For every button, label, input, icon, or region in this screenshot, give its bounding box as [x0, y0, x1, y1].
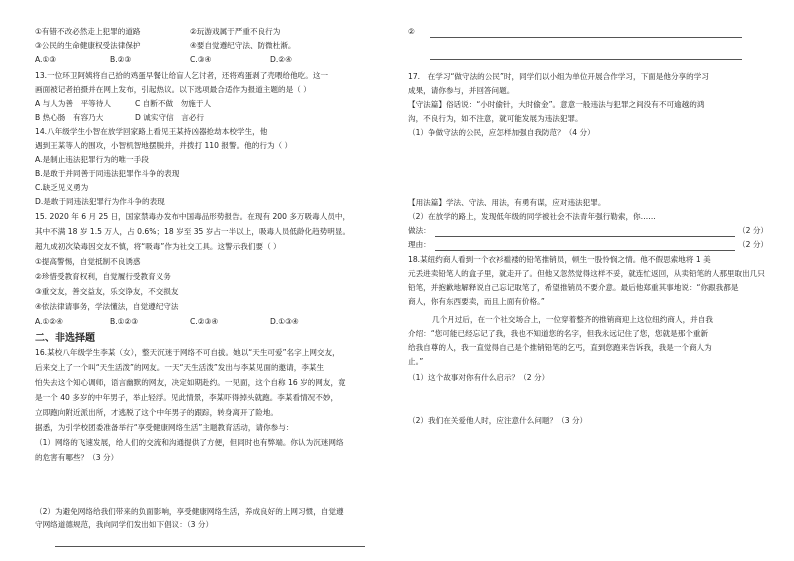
q15-item-4: ④依法律请事务，学法懂法，自觉遵纪守法 — [35, 302, 179, 311]
q14-option-a: A.是制止违法犯罪行为的唯一手段 — [35, 155, 149, 164]
q16-text-line-4: 是一个 40 多岁的中年男子，举止轻浮。见此情景，李某吓得掉头就跑。李某看情况不妙， — [35, 393, 339, 402]
q15-answer-c: C.②③④ — [190, 317, 219, 326]
q14-option-d: D.是敢于同违法犯罪行为作斗争的表现 — [35, 197, 165, 206]
q12-option-4: ④要自觉遵纪守法、防微杜渐。 — [190, 41, 296, 50]
q16-sub1-line-1: （1）网络的飞速发展，给人们的交流和沟通提供了方便，但同时也有弊端。你认为沉迷网络 — [35, 438, 344, 447]
q14-option-c: C.缺乏见义勇为 — [35, 183, 89, 192]
q13-option-d: D 诚实守信 言必行 — [135, 113, 205, 122]
q16-text-line-5: 立即跑向附近派出所，才逃脱了这个中年男子的跟踪，转身离开了险地。 — [35, 408, 278, 417]
q16-text-line-6: 据悉，为引学校团委准备举行“享受健康网络生活”主题教育活动，请你参与： — [35, 423, 294, 432]
q12-option-1: ①有错不改必然走上犯罪的道路 — [35, 27, 141, 36]
q18-para2-line-3: 给我自尊的人，我一直觉得自己是个推销铅笔的乞丐，直到您跑来告诉我，我是一个商人为 — [408, 343, 712, 352]
q15-stem-line-2: 其中不满 18 岁 1.5 万人，占 0.6%；18 岁至 35 岁占一半以上，吸毒人员低龄化趋势明显。 — [35, 227, 351, 236]
q16-text-line-1: 16.某校八年级学生李某（女），整天沉迷于网络不可自拔。她以“天生可爱”名字上网交友， — [35, 348, 340, 357]
reason-answer-line[interactable] — [435, 250, 735, 251]
q14-stem-line-2: 遇到王某等人的围攻，小智机智地摆脱并，并拨打 110 报警。他的行为（ ） — [35, 141, 293, 150]
q14-option-b: B.是敢于并同善于同违法犯罪作斗争的表现 — [35, 169, 180, 178]
q17-law-prevent-line-2: 沟，不良行为，如不注意，就可能发展为违法犯罪。 — [408, 114, 583, 123]
q18-para1-line-4: 商人，你有东西要卖，而且上面有价格。” — [408, 297, 545, 306]
q17-sub1: （1）争做守法的公民，应怎样加强自我防范？（4 分） — [408, 128, 595, 137]
top-item-number: ② — [408, 27, 415, 36]
q13-option-c: C 自断不做 勿施于人 — [135, 99, 212, 108]
q15-item-3: ③重交友，善交益友，乐交诤友，不交损友 — [35, 287, 179, 296]
top-answer-line[interactable] — [430, 37, 742, 38]
q16-sub2-line-2: 守网络道德规范，我向同学们发出如下倡议：（3 分） — [35, 520, 214, 529]
q16-sub1-line-2: 的危害有哪些？（3 分） — [35, 453, 119, 462]
q17-law-prevent-line-1: 【守法篇】俗话说：“小时偷针，大时偷金”。意意一般违法与犯罪之间没有不可逾越的鸿 — [408, 100, 705, 109]
q18-para2-line-2: 介绍：“您可能已经忘记了我，我也不知道您的名字，但我永远记住了您，您就是那个重新 — [408, 329, 709, 338]
q18-para2-line-1: 几个月过后，在一个社交场合上，一位穿着整齐的推销商迎上这位纽约商人，并自我 — [432, 315, 713, 324]
section-2-title: 二、非选择题 — [35, 333, 95, 344]
q16-text-line-2: 后来交上了一个叫“天生活泼”的网友。一天“天生活泼”发出与李某见面的邀请，李某生 — [35, 363, 325, 372]
practice-score: （2 分） — [738, 226, 769, 235]
q13-stem-line-2: 画面被记者拍摄并在网上发布，引起热议。以下选项最合适作为报道主题的是（ ） — [35, 85, 311, 94]
q12-answer-a: A.①③ — [35, 55, 57, 64]
q15-item-1: ①提高警惕，自觉抵制不良诱惑 — [35, 257, 141, 266]
q15-answer-a: A.①②④ — [35, 317, 63, 326]
q14-stem-line-1: 14.八年级学生小智在放学回家路上看见王某持凶器抢劫本校学生，他 — [35, 127, 268, 136]
q16-sub2-line-1: （2）为避免网络给我们带来的负面影响，享受健康网络生活，养成良好的上网习惯，自觉遵 — [35, 507, 344, 516]
q17-stem-line-2: 成果，请你参与，并回答问题。 — [408, 86, 515, 95]
q15-stem-line-1: 15. 2020 年 6 月 25 日，国家禁毒办发布中国毒品形势报告。在现有 200 多万吸毒人员中， — [35, 212, 351, 221]
q16-answer-line[interactable] — [55, 546, 365, 547]
reason-score: （2 分） — [738, 240, 769, 249]
top-answer-line-2[interactable] — [430, 59, 742, 60]
practice-answer-line[interactable] — [435, 236, 735, 237]
q15-item-2: ②珍惜受教育权利，自觉履行受教育义务 — [35, 272, 171, 281]
q15-answer-b: B.①②③ — [110, 317, 139, 326]
q17-law-use: 【用法篇】学法、守法、用法，有勇有谋，应对违法犯罪。 — [408, 198, 606, 207]
practice-label: 做法： — [408, 226, 431, 235]
q18-para1-line-1: 18.某纽约商人看到一个衣衫褴褛的铅笔推销员，顿生一股怜悯之情。他不假思索地将 1 美 — [408, 255, 711, 264]
q12-answer-c: C.③④ — [190, 55, 212, 64]
q17-stem-line-1: 17. 在学习“做守法的公民”时，同学们以小组为单位开展合作学习，下面是他分享的学习 — [408, 72, 709, 81]
q12-option-3: ③公民的生命健康权受法律保护 — [35, 41, 141, 50]
q13-option-a: A 与人为善 平等待人 — [35, 99, 111, 108]
q17-sub2: （2）在放学的路上，发现低年级的同学被社会不法青年强行勒索，你…… — [408, 212, 656, 221]
q18-sub1: （1）这个故事对你有什么启示？（2 分） — [408, 373, 550, 382]
q13-stem-line-1: 13.一位环卫阿姨将自己拾的鸡蛋早餐让给盲人乞讨者，还将鸡蛋剥了壳喂给他吃。这一 — [35, 71, 329, 80]
reason-label: 理由： — [408, 240, 431, 249]
q18-sub2: （2）我们在关爱他人时，应注意什么问题？（3 分） — [408, 416, 588, 425]
q15-stem-line-3: 超九成初次染毒因交友不慎，将“吸毒”作为社交工具。这警示我们要（ ） — [35, 242, 281, 251]
q15-answer-d: D.①③④ — [270, 317, 299, 326]
q12-answer-b: B.②③ — [110, 55, 132, 64]
q13-option-b: B 热心肠 有容乃大 — [35, 113, 104, 122]
q16-text-line-3: 怕失去这个知心调师，语言幽默的网友，决定如期赴约。一见面，这个自称 16 岁的网友，竟 — [35, 378, 346, 387]
q12-option-2: ②玩游戏属于严重不良行为 — [190, 27, 281, 36]
q18-para1-line-2: 元丢进卖铅笔人的盒子里，就走开了。但他又忽然觉得这样不妥，就连忙返回，从卖铅笔的人那里取出几只 — [408, 269, 765, 278]
q12-answer-d: D.②④ — [270, 55, 292, 64]
q18-para2-line-4: 止。” — [408, 357, 424, 366]
q18-para1-line-3: 铅笔，并抱歉地解释说自己忘记取笔了，希望推销员不要介意。最后他郑重其事地说：“你跟我都是 — [408, 283, 739, 292]
